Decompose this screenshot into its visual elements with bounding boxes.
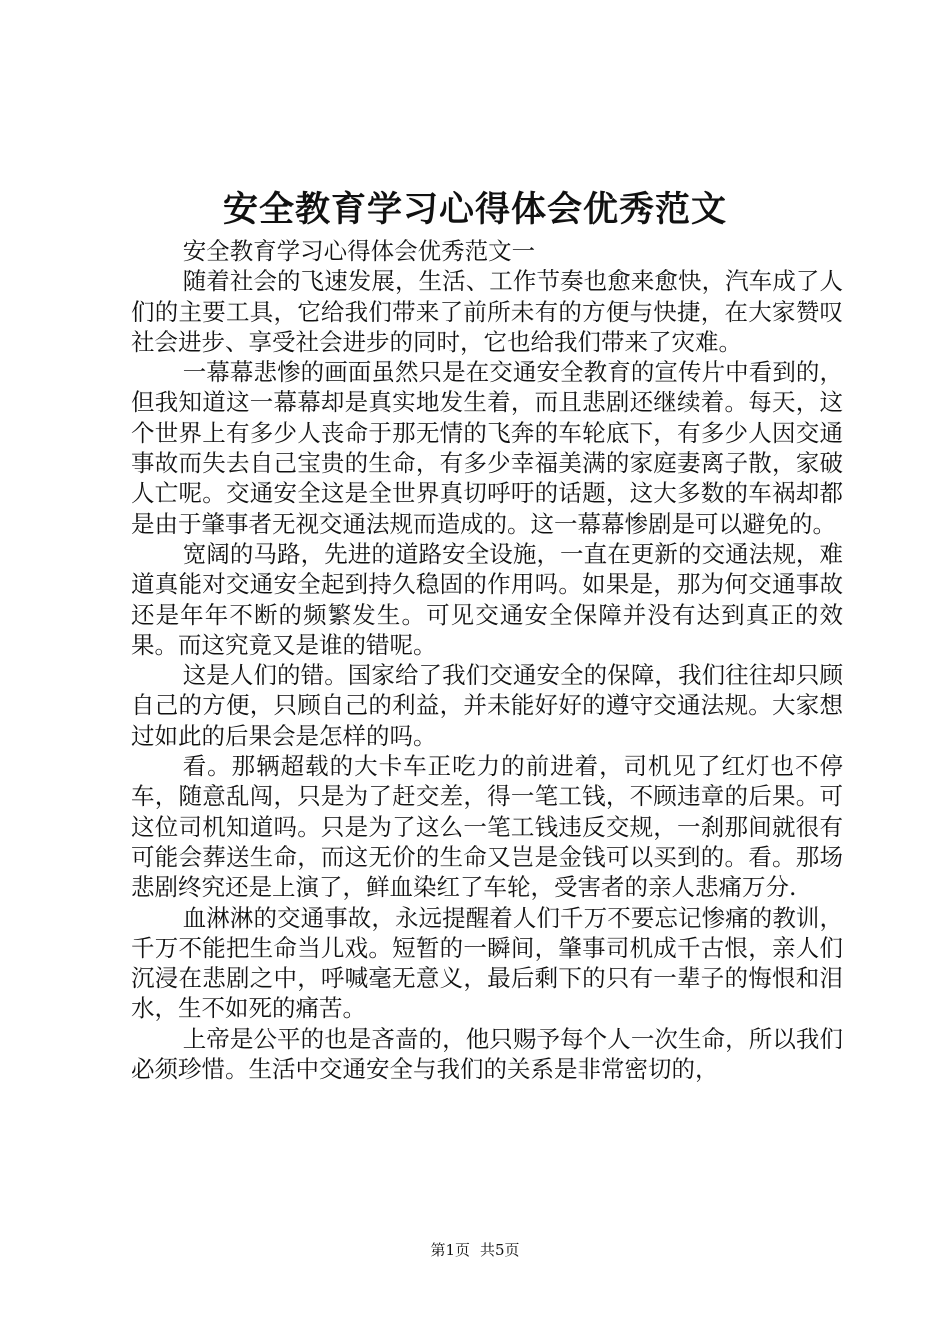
paragraph: 看。那辆超载的大卡车正吃力的前进着，司机见了红灯也不停车，随意乱闯，只是为了赶交差，得一笔工钱，不顾违章的后果。可这位司机知道吗。只是为了这么一笔工钱违反交规，一刹那间就很有可能会葬送生命，而这无价的生命又岂是金钱可以买到的。看。那场悲剧终究还是上演了，鲜血染红了车轮，受害者的亲人悲痛万分.	[131, 752, 843, 902]
paragraph: 一幕幕悲惨的画面虽然只是在交通安全教育的宣传片中看到的，但我知道这一幕幕却是真实地发生着，而且悲剧还继续着。每天，这个世界上有多少人丧命于那无情的飞奔的车轮底下，有多少人因交通事故而失去自己宝贵的生命，有多少幸福美满的家庭妻离子散，家破人亡呢。交通安全这是全世界真切呼吁的话题，这大多数的车祸却都是由于肇事者无视交通法规而造成的。这一幕幕惨剧是可以避免的。	[131, 358, 843, 538]
paragraph: 上帝是公平的也是吝啬的，他只赐予每个人一次生命，所以我们必须珍惜。生活中交通安全与我们的关系是非常密切的，	[131, 1024, 843, 1084]
page-number: 第1页	[430, 1241, 470, 1259]
paragraph: 这是人们的错。国家给了我们交通安全的保障，我们往往却只顾自己的方便，只顾自己的利益，并未能好好的遵守交通法规。大家想过如此的后果会是怎样的吗。	[131, 661, 843, 750]
paragraph: 宽阔的马路，先进的道路安全设施，一直在更新的交通法规，难道真能对交通安全起到持久稳固的作用吗。如果是，那为何交通事故还是年年不断的频繁发生。可见交通安全保障并没有达到真正的效果。而这究竟又是谁的错呢。	[131, 539, 843, 659]
page-footer	[0, 1240, 950, 1260]
paragraph: 血淋淋的交通事故，永远提醒着人们千万不要忘记惨痛的教训，千万不能把生命当儿戏。短暂的一瞬间，肇事司机成千古恨，亲人们沉浸在悲剧之中，呼喊毫无意义，最后剩下的只有一辈子的悔恨和泪水，生不如死的痛苦。	[131, 903, 843, 1023]
paragraph-subtitle: 安全教育学习心得体会优秀范文一	[182, 237, 536, 265]
document-body	[131, 236, 843, 1084]
paragraph: 随着社会的飞速发展，生活、工作节奏也愈来愈快，汽车成了人们的主要工具，它给我们带来了前所未有的方便与快捷，在大家赞叹社会进步、享受社会进步的同时，它也给我们带来了灾难。	[131, 267, 843, 356]
page-total: 共5页	[480, 1241, 520, 1259]
document-title: 安全教育学习心得体会优秀范文	[222, 189, 727, 230]
